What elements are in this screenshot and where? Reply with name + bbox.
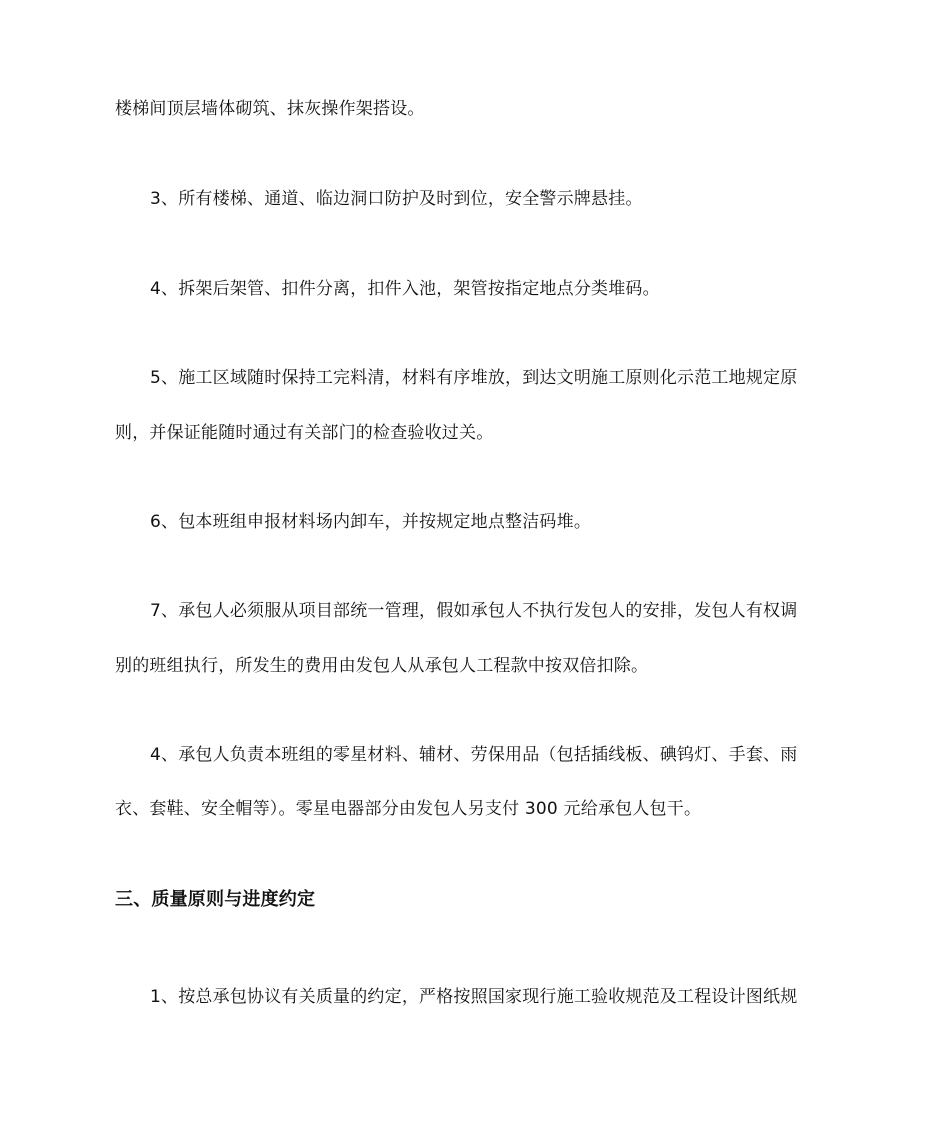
text-line-continuation: 楼梯间顶层墙体砌筑、抹灰操作架搭设。: [115, 99, 425, 119]
text-item-4: 4、拆架后架管、扣件分离，扣件入池，架管按指定地点分类堆码。: [150, 279, 660, 299]
text-item-3: 3、所有楼梯、通道、临边洞口防护及时到位，安全警示牌悬挂。: [150, 189, 643, 209]
section-heading: 三、质量原则与进度约定: [115, 889, 316, 910]
text-item-4b-continuation: 衣、套鞋、安全帽等）。零星电器部分由发包人另支付 300 元给承包人包干。: [115, 799, 702, 819]
text-item-7-continuation: 别的班组执行，所发生的费用由发包人从承包人工程款中按双倍扣除。: [115, 656, 649, 676]
text-item-7: 7、承包人必须服从项目部统一管理，假如承包人不执行发包人的安排，发包人有权调: [150, 601, 798, 621]
text-item-5: 5、施工区域随时保持工完料清，材料有序堆放，到达文明施工原则化示范工地规定原: [150, 368, 798, 388]
text-item-4b: 4、承包人负责本班组的零星材料、辅材、劳保用品（包括插线板、碘钨灯、手套、雨: [150, 745, 798, 765]
text-item-6: 6、包本班组申报材料场内卸车，并按规定地点整洁码堆。: [150, 512, 592, 532]
text-item-quality-1: 1、按总承包协议有关质量的约定，严格按照国家现行施工验收规范及工程设计图纸规: [150, 987, 798, 1007]
text-item-5-continuation: 则，并保证能随时通过有关部门的检查验收过关。: [115, 423, 494, 443]
